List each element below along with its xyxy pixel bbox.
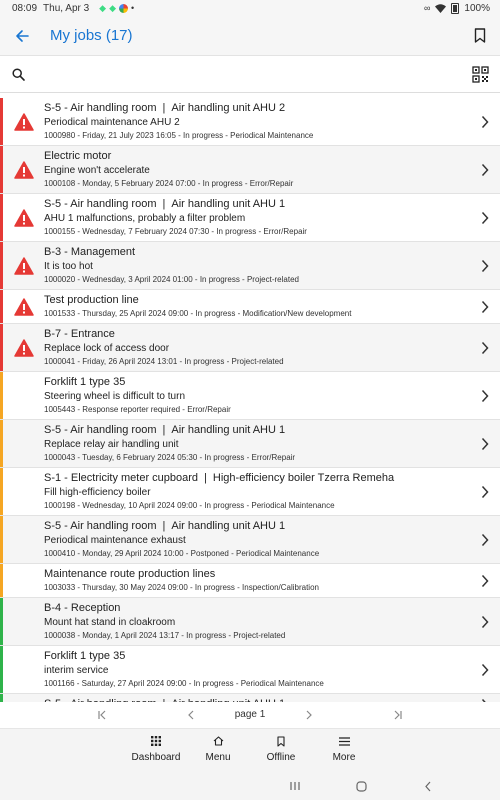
chevron-right-icon [480,533,490,547]
title-separator: | [162,102,166,114]
job-title [44,649,464,664]
warning-icon [14,339,34,357]
bookmark-icon [277,733,285,749]
job-description: Fill high-efficiency boiler [44,487,151,498]
job-meta: 1000980 - Friday, 21 July 2023 16:05 - In progress - Periodical Maintenance [44,131,314,140]
job-description: Periodical maintenance exhaust [44,535,186,546]
bookmark-icon [474,28,486,43]
job-asset: Air handling unit AHU 1 [171,424,286,436]
app-bar [0,16,500,56]
job-title [44,375,464,390]
next-page-button[interactable] [297,702,321,728]
priority-indicator [0,516,3,563]
job-list [0,98,500,702]
job-location: B-7 - Entrance [44,328,115,340]
chevron-left-icon [424,781,432,792]
job-title [44,519,464,534]
job-title [44,471,464,486]
job-location: Forklift 1 type 35 [44,376,126,388]
home-icon [213,733,224,749]
job-location: Maintenance route production lines [44,568,216,580]
job-location: S-5 - Air handling room [44,520,157,532]
job-title [44,327,464,342]
job-description: AHU 1 malfunctions, probably a filter problem [44,213,246,224]
job-description: Replace lock of access door [44,343,170,354]
nav-menu[interactable] [188,733,248,771]
job-asset: Air handling unit AHU 2 [171,102,286,114]
job-description: interim service [44,665,109,676]
job-row[interactable] [0,646,500,694]
photos-icon [119,4,128,13]
chevron-right-icon [480,115,490,129]
job-location: B-3 - Management [44,246,136,258]
chevron-right-icon [480,615,490,629]
warning-icon [14,113,34,131]
home-circle-icon [356,781,367,792]
nav-menu-label: Menu [205,752,231,763]
wifi-icon [435,4,446,13]
search-icon [0,57,36,93]
job-location: Electric motor [44,150,112,162]
chevron-right-icon [305,710,313,720]
chevron-right-icon [480,663,490,677]
chevron-right-icon [480,437,490,451]
job-title [44,293,464,308]
chevron-right-icon [480,485,490,499]
job-title [44,149,464,164]
nav-dashboard-label: Dashboard [131,752,181,763]
job-title [44,101,464,116]
priority-indicator [0,290,3,323]
job-location: Forklift 1 type 35 [44,650,126,662]
warning-icon [14,257,34,275]
job-row[interactable] [0,290,500,324]
job-description: Replace relay air handling unit [44,439,179,450]
job-row[interactable] [0,420,500,468]
recent-apps-button[interactable] [283,778,307,794]
job-meta: 1000038 - Monday, 1 April 2024 13:17 - In progress - Project-related [44,631,286,640]
chevron-right-icon [480,574,490,588]
warning-icon [14,298,34,316]
job-row[interactable] [0,194,500,242]
job-row[interactable] [0,598,500,646]
job-title [44,197,464,212]
job-location: S-5 - Air handling room [44,424,157,436]
nav-offline-label: Offline [266,752,296,763]
nav-more-label: More [332,752,356,763]
job-asset: Air handling unit AHU 1 [171,520,286,532]
search-input[interactable] [36,60,460,90]
title-separator: | [162,424,166,436]
priority-indicator [0,646,3,693]
title-separator: | [204,472,207,484]
priority-indicator [0,420,3,467]
chevron-right-icon [480,211,490,225]
job-description: Periodical maintenance AHU 2 [44,117,180,128]
job-meta: 1000198 - Wednesday, 10 April 2024 09:00 - In progress - Periodical Maintenance [44,501,335,510]
job-title [44,245,464,260]
job-location: S-5 - Air handling room [44,198,157,210]
job-description: It is too hot [44,261,93,272]
job-meta: 1000410 - Monday, 29 April 2024 10:00 - Postponed - Periodical Maintenance [44,549,320,558]
job-meta: 1000041 - Friday, 26 April 2024 13:01 - In progress - Project-related [44,357,284,366]
system-nav [0,772,500,800]
job-row[interactable] [0,372,500,420]
battery-icon [451,3,459,14]
battery-level: 100% [464,2,490,14]
system-back-button[interactable] [416,778,440,794]
job-row[interactable] [0,98,500,146]
job-meta: 1000155 - Wednesday, 7 February 2024 07:30 - In progress - Error/Repair [44,227,307,236]
recent-apps-icon [289,781,301,791]
chevron-right-icon [480,163,490,177]
job-asset: Air handling unit AHU 1 [171,198,286,210]
job-meta: 1000020 - Wednesday, 3 April 2024 01:00 - In progress - Project-related [44,275,299,284]
nav-offline[interactable] [251,733,311,771]
priority-indicator [0,242,3,289]
chevron-right-icon [480,341,490,355]
title-separator: | [162,520,166,532]
job-title [44,423,464,438]
priority-indicator [0,324,3,371]
job-description: Mount hat stand in cloakroom [44,617,176,628]
last-page-icon [393,710,403,720]
job-row[interactable] [0,324,500,372]
grid-icon [151,733,161,749]
warning-icon [14,209,34,227]
bookmark-button[interactable] [460,16,500,56]
date: Thu, Apr 3 [43,2,90,14]
job-location: S-1 - Electricity meter cupboard [44,472,199,484]
pagination [0,702,500,728]
job-meta: 1001533 - Thursday, 25 April 2024 09:00 - In progress - Modification/New development [44,309,352,318]
job-row[interactable] [0,468,500,516]
page-indicator: page 1 [234,709,266,720]
back-button[interactable] [0,16,44,56]
status-bar [0,0,500,16]
job-meta: 1000043 - Tuesday, 6 February 2024 05:30 - In progress - Error/Repair [44,453,296,462]
job-description: Steering wheel is difficult to turn [44,391,186,402]
search-bar [0,57,500,93]
clock: 08:09 [12,2,38,14]
job-title [44,567,464,582]
nav-dashboard[interactable] [126,733,186,771]
android-icon: ◆ [99,3,107,13]
job-asset: High-efficiency boiler Tzerra Remeha [212,472,395,484]
arrow-left-icon [15,29,29,43]
priority-indicator [0,98,3,145]
priority-indicator [0,372,3,419]
qr-scan-button[interactable] [460,57,500,93]
job-row[interactable] [0,242,500,290]
job-meta: 1001166 - Saturday, 27 April 2024 09:00 - In progress - Periodical Maintenance [44,679,324,688]
priority-indicator [0,564,3,597]
chevron-right-icon [480,259,490,273]
priority-indicator [0,468,3,515]
job-row[interactable] [0,564,500,598]
dot-icon: • [131,3,135,13]
chevron-right-icon [480,389,490,403]
priority-indicator [0,146,3,193]
job-location: Test production line [44,294,139,306]
job-row[interactable] [0,516,500,564]
warning-icon [14,161,34,179]
last-page-button[interactable] [386,702,410,728]
bottom-nav [0,728,500,772]
link-icon: ∞ [424,3,431,13]
title-separator: | [162,198,166,210]
job-meta: 1003033 - Thursday, 30 May 2024 09:00 - In progress - Inspection/Calibration [44,583,319,592]
chevron-right-icon [480,300,490,314]
nav-more[interactable] [314,733,374,771]
priority-indicator [0,194,3,241]
job-row[interactable] [0,146,500,194]
page-title: My jobs (17) [50,27,133,44]
job-location: B-4 - Reception [44,602,121,614]
job-location: S-5 - Air handling room [44,102,157,114]
job-description: Engine won't accelerate [44,165,150,176]
job-title [44,601,464,616]
android-icon: ◆ [109,3,117,13]
hamburger-icon [339,733,350,749]
job-meta: 1005443 - Response reporter required - Error/Repair [44,405,231,414]
home-button[interactable] [349,778,373,794]
job-meta: 1000108 - Monday, 5 February 2024 07:00 - In progress - Error/Repair [44,179,294,188]
qr-code-icon [472,66,489,83]
priority-indicator [0,598,3,645]
